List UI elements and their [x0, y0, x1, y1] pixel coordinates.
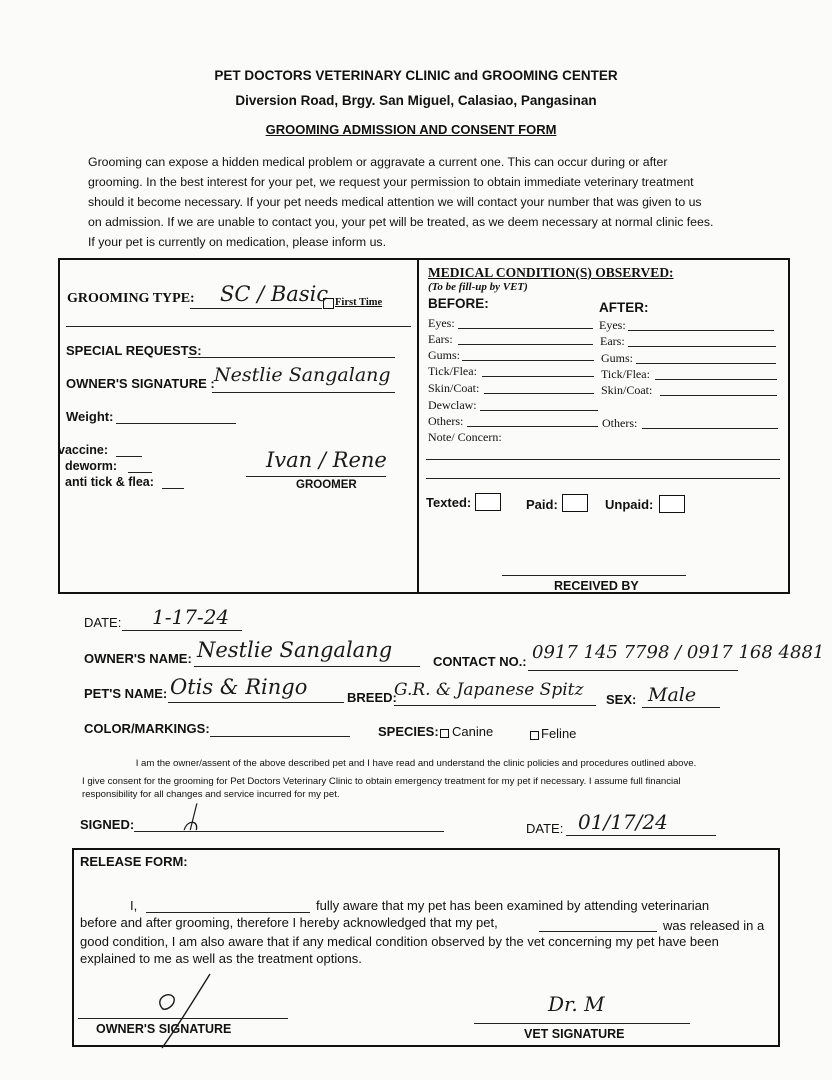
- before-label: BEFORE:: [428, 296, 489, 311]
- vet-signature-label: VET SIGNATURE: [524, 1027, 625, 1041]
- pet-name-line: [168, 702, 344, 703]
- note-line-1[interactable]: [426, 459, 780, 460]
- pet-name-label: PET'S NAME:: [84, 686, 168, 701]
- signed-date-value[interactable]: 01/17/24: [578, 810, 668, 834]
- unpaid-checkbox[interactable]: [659, 495, 685, 513]
- groomer-label: GROOMER: [296, 479, 357, 491]
- after-others-label: Others:: [602, 416, 638, 430]
- after-gums-line[interactable]: [636, 363, 776, 364]
- before-tickflea-label: Tick/Flea:: [428, 364, 477, 378]
- breed-value[interactable]: G.R. & Japanese Spitz: [394, 680, 584, 700]
- release-line2-end: was released in a: [663, 918, 765, 933]
- deworm-line: [128, 472, 152, 473]
- texted-label: Texted:: [426, 495, 472, 510]
- release-pet-line[interactable]: [539, 931, 657, 932]
- vaccine-label: vaccine:: [58, 443, 109, 457]
- owner-name-line: [194, 666, 420, 667]
- received-by-label: RECEIVED BY: [554, 579, 639, 593]
- canine-label: Canine: [452, 724, 494, 739]
- canine-checkbox[interactable]: [440, 729, 449, 738]
- antitick-label: anti tick & flea:: [65, 475, 154, 489]
- after-eyes-line[interactable]: [628, 330, 774, 331]
- special-requests-label: SPECIAL REQUESTS:: [66, 343, 202, 358]
- owner-signature-value[interactable]: Nestlie Sangalang: [214, 364, 391, 386]
- after-skincoat-line[interactable]: [660, 395, 777, 396]
- vaccine-line: [116, 456, 142, 457]
- after-ears-line[interactable]: [628, 346, 776, 347]
- texted-checkbox[interactable]: [475, 493, 501, 511]
- after-others-line[interactable]: [642, 428, 778, 429]
- date-value[interactable]: 1-17-24: [152, 605, 230, 629]
- owner-name-value[interactable]: Nestlie Sangalang: [197, 638, 393, 662]
- after-eyes-label: Eyes:: [599, 318, 626, 332]
- intro-line: should it become necessary. If your pet needs medical attention we will contact your number that was given to us: [88, 195, 702, 209]
- vet-signature-value[interactable]: Dr. M: [548, 992, 605, 1016]
- unpaid-label: Unpaid:: [605, 497, 654, 512]
- signed-value[interactable]: ᛦ: [182, 800, 200, 835]
- before-eyes-label: Eyes:: [428, 316, 455, 330]
- grooming-type-label: GROOMING TYPE:: [67, 291, 195, 306]
- signed-label: SIGNED:: [80, 817, 135, 832]
- before-ears-line[interactable]: [458, 344, 593, 345]
- admission-box: [58, 258, 790, 594]
- after-label: AFTER:: [599, 300, 649, 315]
- grooming-type-line-2: [66, 326, 411, 327]
- consent-line-3: responsibility for all changes and service incurred for my pet.: [82, 789, 340, 800]
- color-markings-line[interactable]: [210, 736, 350, 737]
- sex-line: [642, 707, 720, 708]
- date-line: [122, 630, 242, 631]
- color-markings-label: COLOR/MARKINGS:: [84, 721, 210, 736]
- release-name-line[interactable]: [146, 912, 310, 913]
- breed-label: BREED:: [347, 690, 397, 705]
- box-divider: [417, 258, 419, 592]
- consent-line-1: I am the owner/assent of the above described pet and I have read and understand the clinic policies and procedures outlined above.: [135, 758, 697, 769]
- medical-subtitle: (To be fill-up by VET): [428, 281, 528, 293]
- signed-date-line: [566, 835, 716, 836]
- intro-paragraph: [88, 152, 738, 252]
- feline-checkbox[interactable]: [530, 731, 539, 740]
- deworm-label: deworm:: [65, 459, 118, 473]
- signed-date-label: DATE:: [526, 821, 564, 836]
- release-line1-start: I,: [130, 898, 138, 913]
- groomer-line: [246, 476, 386, 477]
- breed-line: [394, 705, 596, 706]
- note-line-2[interactable]: [426, 478, 780, 479]
- medical-title: MEDICAL CONDITION(S) OBSERVED:: [428, 265, 674, 280]
- before-gums-line[interactable]: [462, 360, 594, 361]
- before-eyes-line[interactable]: [458, 328, 593, 329]
- date-label: DATE:: [84, 615, 122, 630]
- clinic-address: Diversion Road, Brgy. San Miguel, Calasiao, Pangasinan: [235, 93, 597, 108]
- intro-line: grooming. In the best interest for your pet, we request your permission to obtain immediate veterinary treatment: [88, 175, 694, 189]
- groomer-value[interactable]: Ivan / Rene: [266, 448, 387, 472]
- before-tickflea-line[interactable]: [482, 376, 594, 377]
- pet-name-value[interactable]: Otis & Ringo: [170, 675, 308, 699]
- release-title: RELEASE FORM:: [80, 854, 188, 869]
- note-concern-label: Note/ Concern:: [428, 430, 502, 444]
- first-time-label: First Time: [335, 297, 383, 308]
- contact-value[interactable]: 0917 145 7798 / 0917 168 4881: [532, 642, 825, 663]
- received-by-line[interactable]: [502, 575, 686, 576]
- before-dewclaw-label: Dewclaw:: [428, 398, 477, 412]
- weight-label: Weight:: [66, 409, 114, 424]
- release-line2-start: before and after grooming, therefore I hereby acknowledged that my pet,: [80, 915, 498, 930]
- first-time-checkbox[interactable]: [323, 298, 334, 309]
- before-skincoat-line[interactable]: [484, 393, 594, 394]
- intro-line: Grooming can expose a hidden medical problem or aggravate a current one. This can occur during or after: [88, 155, 668, 169]
- release-line4: explained to me as well as the treatment options.: [80, 951, 362, 966]
- contact-line: [528, 670, 738, 671]
- after-tickflea-line[interactable]: [655, 379, 777, 380]
- intro-line: If your pet is currently on medication, please inform us.: [88, 235, 386, 249]
- before-others-label: Others:: [428, 414, 464, 428]
- before-others-line[interactable]: [467, 426, 598, 427]
- after-tickflea-label: Tick/Flea:: [601, 367, 650, 381]
- clinic-name: PET DOCTORS VETERINARY CLINIC and GROOMING CENTER: [214, 68, 618, 83]
- before-gums-label: Gums:: [428, 348, 461, 362]
- sex-label: SEX:: [606, 692, 637, 707]
- signed-line: [134, 831, 444, 832]
- release-line1-end: fully aware that my pet has been examined by attending veterinarian: [316, 898, 710, 913]
- weight-line: [116, 423, 236, 424]
- contact-label: CONTACT NO.:: [433, 654, 527, 669]
- grooming-type-line: [190, 308, 322, 309]
- release-line3: good condition, I am also aware that if any medical condition observed by the vet concerning my pet have been: [80, 934, 719, 949]
- owner-signature-mark: [140, 968, 220, 1053]
- after-gums-label: Gums:: [601, 351, 634, 365]
- form-title: GROOMING ADMISSION AND CONSENT FORM: [265, 122, 557, 137]
- before-dewclaw-line[interactable]: [480, 410, 598, 411]
- sex-value[interactable]: Male: [648, 684, 697, 706]
- after-ears-label: Ears:: [600, 334, 625, 348]
- grooming-type-value[interactable]: SC / Basic: [220, 282, 329, 306]
- consent-line-2: I give consent for the grooming for Pet Doctors Veterinary Clinic to obtain emergency treatment for my pet if necessary. I assume full financial: [82, 776, 681, 787]
- feline-label: Feline: [541, 726, 577, 741]
- species-label: SPECIES:: [378, 724, 439, 739]
- owner-signature-line: [212, 392, 395, 393]
- owner-name-label: OWNER'S NAME:: [84, 651, 192, 666]
- before-ears-label: Ears:: [428, 332, 453, 346]
- special-requests-line: [188, 357, 395, 358]
- paid-label: Paid:: [526, 497, 558, 512]
- before-skincoat-label: Skin/Coat:: [428, 381, 480, 395]
- antitick-line: [162, 488, 184, 489]
- release-owner-signature-label: OWNER'S SIGNATURE: [96, 1022, 232, 1036]
- intro-line: on admission. If we are unable to contact you, your pet will be treated, as we deem necessary at normal clinic fees.: [88, 215, 714, 229]
- vet-signature-line[interactable]: [474, 1023, 690, 1024]
- after-skincoat-label: Skin/Coat:: [601, 383, 653, 397]
- owner-signature-label: OWNER'S SIGNATURE :: [66, 376, 215, 391]
- paid-checkbox[interactable]: [562, 494, 588, 512]
